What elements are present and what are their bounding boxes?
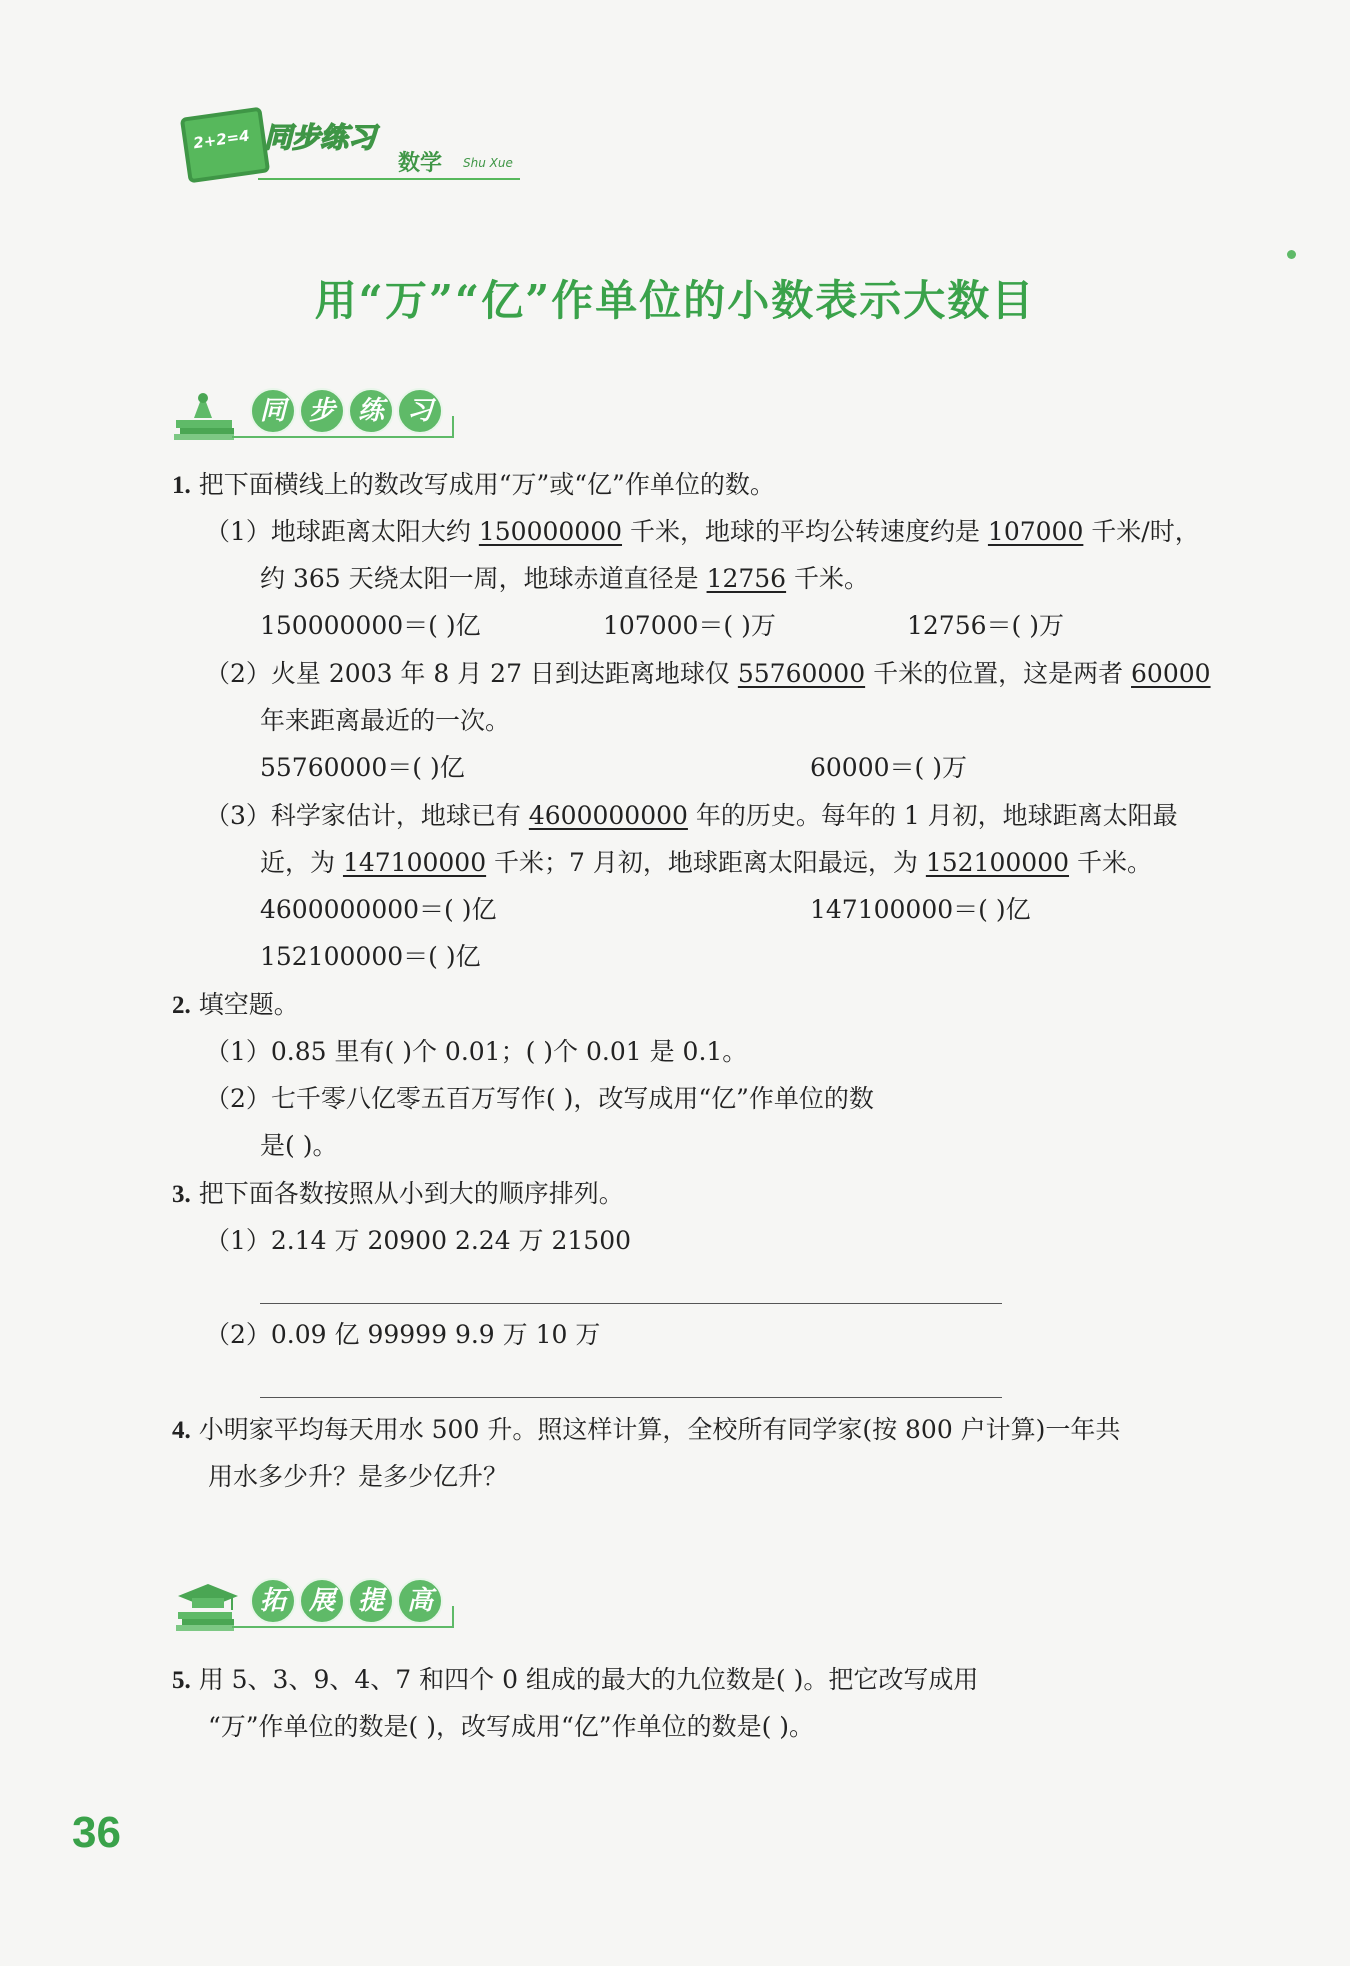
decorative-dot (1287, 250, 1296, 259)
q1-p2-line2: 年来距离最近的一次。 (260, 706, 511, 735)
q1-p3-blank3[interactable]: 152100000＝( )亿 (260, 942, 481, 971)
question-5[interactable]: 5. 用 5、3、9、4、7 和四个 0 组成的最大的九位数是( )。把它改写成用 (172, 1665, 979, 1694)
q1-p3-line1: （3）科学家估计，地球已有 4600000000 年的历史。每年的 1 月初，地球距离太阳最 (205, 801, 1178, 830)
section-char-2: 步 (299, 388, 345, 434)
series-name: 同步练习 (264, 121, 377, 154)
q3-p2: （2）0.09 亿 99999 9.9 万 10 万 (205, 1320, 601, 1349)
section-underline (232, 436, 454, 438)
q1-p3-line2: 近，为 147100000 千米；7 月初，地球距离太阳最远，为 152100000 千米。 (260, 848, 1152, 877)
q1-p3-blank1[interactable]: 4600000000＝( )亿 (260, 895, 497, 924)
page-number: 36 (72, 1808, 121, 1857)
q2-p1[interactable]: （1）0.85 里有( )个 0.01；( )个 0.01 是 0.1。 (205, 1037, 748, 1066)
q1-p2-blank1[interactable]: 55760000＝( )亿 (260, 753, 465, 782)
question-2: 2. 填空题。 (172, 990, 299, 1019)
subject-name: 数学 (398, 151, 443, 176)
q5-line2[interactable]: “万”作单位的数是( )，改写成用“亿”作单位的数是( )。 (208, 1712, 815, 1741)
chalkboard-icon: 2+2=4 (180, 107, 270, 184)
header-badge (168, 100, 528, 190)
q3-p2-answer-line[interactable] (260, 1397, 1002, 1398)
section2-char-1: 拓 (250, 1578, 296, 1624)
q1-p2-blank2[interactable]: 60000＝( )万 (810, 753, 967, 782)
q4-line2: 用水多少升？是多少亿升？ (208, 1462, 509, 1491)
section2-char-4: 高 (397, 1578, 443, 1624)
section-badge-sync-practice (172, 380, 452, 450)
q1-p2-line1: （2）火星 2003 年 8 月 27 日到达距离地球仅 55760000 千米的位置，这是两者 60000 (205, 659, 1211, 688)
stacked-books-lamp-icon (172, 390, 242, 442)
q1-p1-blank3[interactable]: 12756＝( )万 (907, 611, 1064, 640)
section-char-3: 练 (348, 388, 394, 434)
q1-p1-line2: 约 365 天绕太阳一周，地球赤道直径是 12756 千米。 (260, 564, 870, 593)
subject-pinyin: Shu Xue (463, 156, 513, 170)
section2-char-3: 提 (348, 1578, 394, 1624)
question-1: 1. 把下面横线上的数改写成用“万”或“亿”作单位的数。 (172, 470, 775, 499)
section2-char-2: 展 (299, 1578, 345, 1624)
q1-p1-line1: （1）地球距离太阳大约 150000000 千米，地球的平均公转速度约是 107000 千米/时， (205, 517, 1200, 546)
section2-underline (232, 1626, 454, 1628)
q3-p1-answer-line[interactable] (260, 1303, 1002, 1304)
question-3: 3. 把下面各数按照从小到大的顺序排列。 (172, 1179, 624, 1208)
q1-p1-blank1[interactable]: 150000000＝( )亿 (260, 611, 481, 640)
question-4: 4. 小明家平均每天用水 500 升。照这样计算，全校所有同学家(按 800 户计算)一年共 (172, 1415, 1121, 1444)
section-badge-extension (172, 1570, 452, 1640)
q1-p1-blank2[interactable]: 107000＝( )万 (603, 611, 776, 640)
q3-p1: （1）2.14 万 20900 2.24 万 21500 (205, 1226, 632, 1255)
header-rule (258, 178, 520, 180)
graduation-cap-books-icon (172, 1580, 242, 1632)
section-char-1: 同 (250, 388, 296, 434)
section-char-4: 习 (397, 388, 443, 434)
page-title: 用“万”“亿”作单位的小数表示大数目 (314, 276, 1036, 325)
q1-p3-blank2[interactable]: 147100000＝( )亿 (810, 895, 1031, 924)
q2-p2-line2[interactable]: 是( )。 (260, 1131, 338, 1160)
q2-p2-line1[interactable]: （2）七千零八亿零五百万写作( )，改写成用“亿”作单位的数 (205, 1084, 874, 1113)
